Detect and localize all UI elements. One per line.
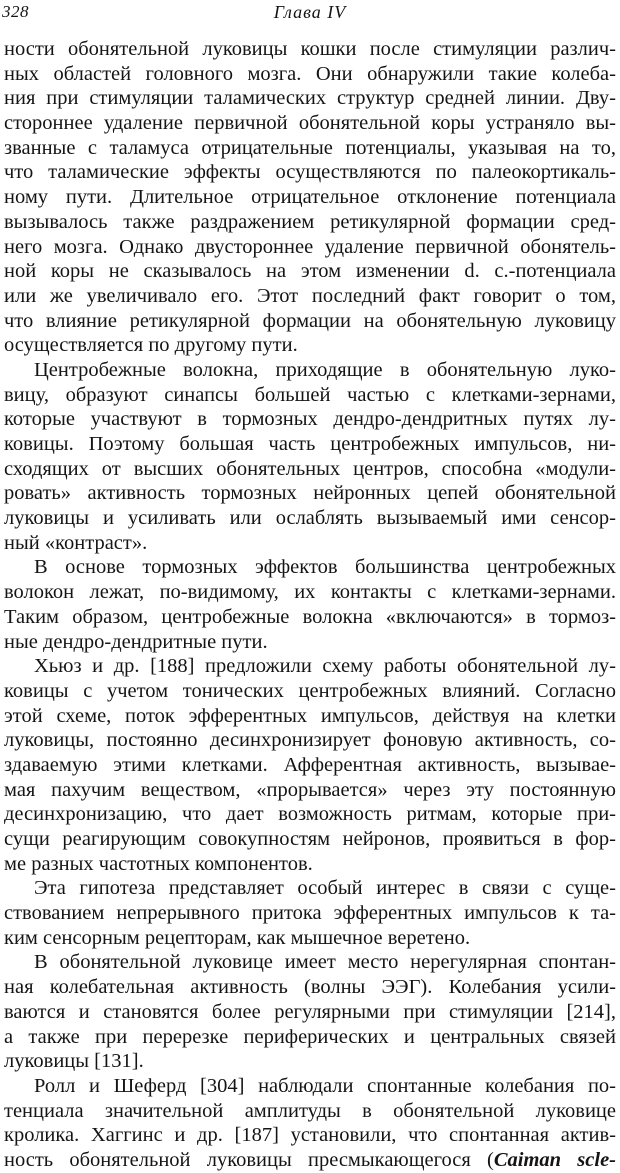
text-line: луковицы и усиливать или ослаблять вызываемый ими сенсор-: [4, 507, 616, 530]
text-line: ной коры не сказывалось на этом изменении d. c.-потенциала: [4, 260, 616, 283]
text-line: кролика. Хаггинс и др. [187] установили, что спонтанная актив-: [4, 1124, 616, 1147]
running-head: Глава IV: [273, 2, 347, 22]
text-line: ная колебательная активность (волны ЭЭГ). Колебания усили-: [4, 976, 616, 999]
text-line: ствованием непрерывного притока эфферентных импульсов к та-: [4, 902, 616, 925]
species-name: Caiman scle-: [493, 1148, 616, 1171]
text-line: луковицы [131].: [4, 1050, 144, 1073]
text-line: Ролл и Шеферд [304] наблюдали спонтанные колебания по-: [34, 1074, 616, 1097]
page-header: [0, 2, 620, 26]
text-line: В обонятельной луковице имеет место нерегулярная спонтан-: [34, 951, 616, 974]
paragraph: [4, 37, 616, 358]
text-line: Хьюз и др. [188] предложили схему работы обонятельной лу-: [34, 655, 616, 678]
text-line: вицу, образуют синапсы большей частью с клетками-зернами,: [4, 383, 616, 406]
page-number: 328: [2, 2, 29, 21]
text-line: стороннее удаление первичной обонятельной коры устраняло вы-: [4, 112, 616, 135]
text-line: луковицы, постоянно десинхронизирует фоновую активность, со-: [4, 729, 616, 752]
text-line: этой схеме, поток эфферентных импульсов, действуя на клетки: [4, 704, 616, 727]
text-line: ные дендро-дендритные пути.: [4, 630, 268, 653]
text-line: вызывалось также раздражением ретикулярной формации сред-: [4, 210, 616, 233]
text-line: него мозга. Однако двустороннее удаление первичной обонятель-: [4, 235, 616, 258]
text-line: ность обонятельной луковицы пресмыкающегося (Caiman scle-: [4, 1148, 616, 1171]
text-line: Эта гипотеза представляет особый интерес в связи с суще-: [34, 877, 616, 900]
text-line: Центробежные волокна, приходящие в обонятельную луко-: [34, 358, 616, 381]
text-line: Таким образом, центробежные волокна «включаются» в тормоз-: [4, 605, 616, 628]
text-line: что влияние ретикулярной формации на обонятельную луковицу: [4, 309, 616, 332]
text-line: ния при стимуляции таламических структур средней линии. Дву-: [4, 87, 616, 110]
text-line: ким сенсорным рецепторам, как мышечное веретено.: [4, 926, 471, 949]
text-line: ных областей головного мозга. Они обнаружили такие колеба-: [4, 62, 616, 85]
text-line: тенциала значительной амплитуды в обонятельной луковице: [4, 1099, 616, 1122]
text-line: которые участвуют в тормозных дендро-дендритных путях лу-: [4, 408, 616, 431]
text-line: ности обонятельной луковицы кошки после стимуляции различ-: [4, 38, 616, 60]
text-line: ный «контраст».: [4, 531, 148, 554]
text-line: ковицы с учетом тонических центробежных влияний. Согласно: [4, 679, 616, 702]
text-line: ме разных частотных компонентов.: [4, 852, 313, 875]
paragraph: [4, 555, 616, 654]
text-line: или же увеличивало его. Этот последний факт говорит о том,: [4, 284, 616, 307]
paragraph: [4, 950, 616, 1073]
text-line: здаваемую этими клетками. Афферентная активность, вызывае-: [4, 753, 616, 776]
text-line: ному пути. Длительное отрицательное отклонение потенциала: [4, 186, 616, 209]
body-text: [4, 37, 616, 1173]
text-line: званные с таламуса отрицательные потенциалы, указывая на то,: [4, 136, 616, 159]
text-line: а также при перерезке периферических и центральных связей: [4, 1025, 616, 1048]
text-line: сущи реагирующим совокупностям нейронов, проявиться в фор-: [4, 828, 616, 850]
text-line: осуществляется по другому пути.: [4, 334, 298, 357]
paragraph: [4, 876, 616, 950]
paragraph: [4, 654, 616, 876]
text-line: волокон лежат, по-видимому, их контакты с клетками-зернами.: [4, 581, 616, 604]
text-line: ваются и становятся более регулярными при стимуляции [214],: [4, 1000, 616, 1023]
text-line: что таламические эффекты осуществляются по палеокортикаль-: [4, 161, 616, 184]
text-line: ровать» активность тормозных нейронных цепей обонятельной: [4, 482, 616, 505]
paragraph: [4, 358, 616, 556]
paragraph: [4, 1074, 616, 1173]
text-line: десинхронизацию, что дает возможность ритмам, которые при-: [4, 803, 616, 826]
text-line: мая пахучим веществом, «прорывается» через эту постоянную: [4, 778, 616, 801]
text-line: ковицы. Поэтому большая часть центробежных импульсов, ни-: [4, 433, 616, 455]
text-line: В основе тормозных эффектов большинства центробежных: [34, 556, 616, 579]
text-line: сходящих от высших обонятельных центров, способна «модули-: [4, 457, 616, 480]
